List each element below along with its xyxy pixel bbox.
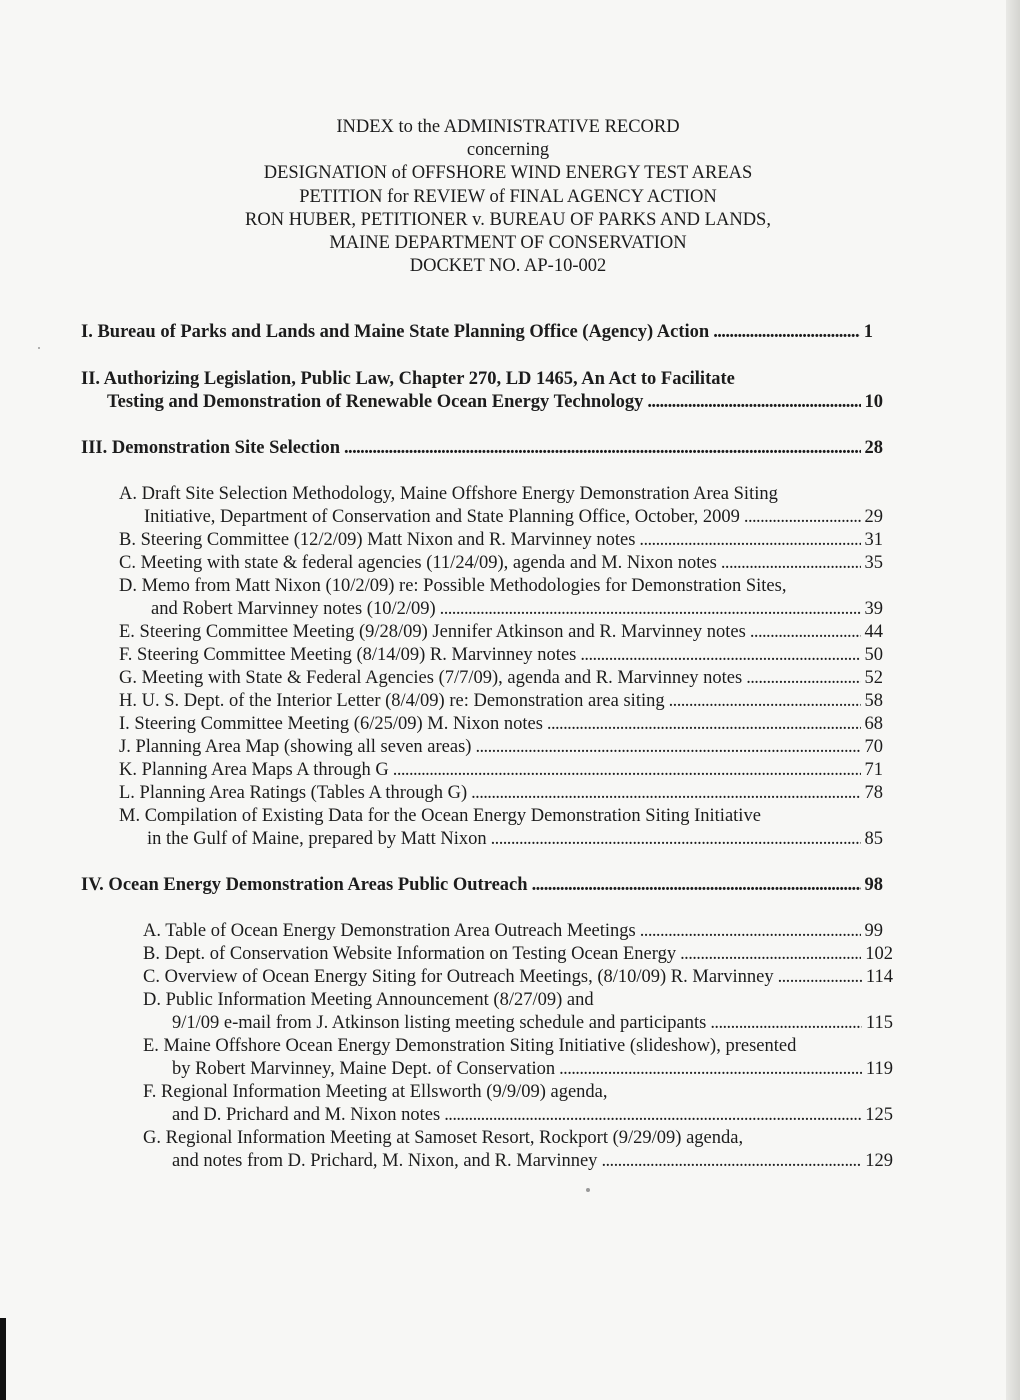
section-heading-2-line1: II. Authorizing Legislation, Public Law, Chapter 270, LD 1465, An Act to Facilitate: [81, 369, 735, 389]
section-title: I. Bureau of Parks and Lands and Maine State Planning Office (Agency) Action: [81, 322, 710, 342]
page-number: 70: [864, 737, 883, 757]
header-line: INDEX to the ADMINISTRATIVE RECORD: [336, 117, 680, 137]
entry-text: and notes from D. Prichard, M. Nixon, and R. Marvinney: [172, 1151, 598, 1171]
page-number: 85: [864, 829, 883, 849]
index-entry: [119, 553, 883, 574]
entry-text: and Robert Marvinney notes (10/2/09): [151, 599, 436, 619]
dot-leader: [559, 1059, 862, 1080]
index-entry: [119, 714, 883, 735]
dot-leader: [580, 645, 860, 666]
page-number: 35: [864, 553, 883, 573]
index-entry: [172, 1151, 893, 1172]
entry-text: F. Steering Committee Meeting (8/14/09) R. Marvinney notes: [119, 645, 577, 665]
index-entry: [119, 737, 883, 758]
dot-leader: [471, 783, 860, 804]
index-entry: [119, 645, 883, 666]
page-number: 10: [864, 392, 883, 412]
index-entry-line1: M. Compilation of Existing Data for the Ocean Energy Demonstration Siting Initiative: [119, 806, 761, 826]
entry-text: A. Table of Ocean Energy Demonstration Area Outreach Meetings: [143, 921, 636, 941]
header-line: DOCKET NO. AP-10-002: [409, 256, 607, 277]
dot-leader: [547, 714, 861, 735]
entry-text: 9/1/09 e-mail from J. Atkinson listing meeting schedule and participants: [172, 1013, 707, 1033]
page-number: 28: [864, 438, 883, 458]
scan-speck: [38, 347, 40, 349]
entry-text: and D. Prichard and M. Nixon notes: [172, 1105, 441, 1125]
page-number: 78: [864, 783, 883, 803]
header-line: concerning: [466, 140, 550, 161]
section-heading-2: [107, 392, 883, 413]
header-line: PETITION for REVIEW of FINAL AGENCY ACTION: [299, 186, 717, 207]
entry-text: in the Gulf of Maine, prepared by Matt Nixon: [147, 829, 487, 849]
page-number: 44: [864, 622, 883, 642]
entry-text: by Robert Marvinney, Maine Dept. of Conservation: [172, 1059, 556, 1079]
index-entry-line1: G. Regional Information Meeting at Samoset Resort, Rockport (9/29/09) agenda,: [143, 1128, 744, 1148]
dot-leader: [746, 668, 860, 689]
page-number: 115: [865, 1013, 893, 1033]
index-entry: [119, 668, 883, 689]
index-entry: [151, 599, 883, 620]
dot-leader: [601, 1151, 861, 1172]
section-title: IV. Ocean Energy Demonstration Areas Public Outreach: [81, 875, 528, 895]
section-heading-4: [81, 875, 883, 896]
page-number: 129: [865, 1151, 893, 1171]
page-number: 119: [865, 1059, 893, 1079]
entry-text: Initiative, Department of Conservation and State Planning Office, October, 2009: [144, 507, 740, 527]
dot-leader: [491, 829, 861, 850]
index-entry-line1: A. Draft Site Selection Methodology, Maine Offshore Energy Demonstration Area Siting: [119, 484, 778, 504]
dot-leader: [750, 622, 861, 643]
page-number: 29: [864, 507, 883, 527]
index-entry-line1: E. Maine Offshore Ocean Energy Demonstration Siting Initiative (slideshow), presented: [143, 1036, 797, 1056]
entry-text: I. Steering Committee Meeting (6/25/09) M. Nixon notes: [119, 714, 543, 734]
page-number: 71: [864, 760, 883, 780]
index-entry: [172, 1013, 893, 1034]
dot-leader: [393, 760, 861, 781]
dot-leader: [680, 944, 861, 965]
header-line: RON HUBER, PETITIONER v. BUREAU OF PARKS AND LANDS,: [245, 209, 771, 230]
index-entry: [143, 944, 893, 965]
page-number: 125: [865, 1105, 893, 1125]
index-entry: [172, 1059, 893, 1080]
entry-text: B. Steering Committee (12/2/09) Matt Nixon and R. Marvinney notes: [119, 530, 636, 550]
index-entry: [144, 507, 883, 528]
entry-text: H. U. S. Dept. of the Interior Letter (8/4/09) re: Demonstration area siting: [119, 691, 665, 711]
dot-leader: [444, 1105, 861, 1126]
page-number: 50: [864, 645, 883, 665]
section-title-continued: Testing and Demonstration of Renewable Ocean Energy Technology: [107, 392, 644, 412]
index-entry-line1: D. Memo from Matt Nixon (10/2/09) re: Possible Methodologies for Demonstration Sites,: [119, 576, 787, 596]
entry-text: C. Meeting with state & federal agencies (11/24/09), agenda and M. Nixon notes: [119, 553, 717, 573]
index-entry: [143, 921, 883, 942]
entry-text: J. Planning Area Map (showing all seven areas): [119, 737, 472, 757]
page-number: 114: [865, 967, 893, 987]
dot-leader: [647, 392, 860, 413]
header-line: MAINE DEPARTMENT OF CONSERVATION: [329, 233, 687, 254]
index-entry-line1: D. Public Information Meeting Announcement (8/27/09) and: [143, 990, 594, 1010]
dot-leader: [721, 553, 861, 574]
dot-leader: [344, 438, 861, 459]
page-number: 99: [864, 921, 883, 941]
entry-text: E. Steering Committee Meeting (9/28/09) Jennifer Atkinson and R. Marvinney notes: [119, 622, 746, 642]
dot-leader: [532, 875, 861, 896]
index-entry: [119, 783, 883, 804]
index-entry: [143, 967, 893, 988]
index-entry: [119, 530, 883, 551]
dot-leader: [710, 1013, 862, 1034]
page-number: 98: [864, 875, 883, 895]
dot-leader: [778, 967, 862, 988]
page-number: 39: [864, 599, 883, 619]
dot-leader: [713, 322, 860, 343]
page-number: 68: [864, 714, 883, 734]
entry-text: K. Planning Area Maps A through G: [119, 760, 389, 780]
page-number: 58: [864, 691, 883, 711]
entry-text: B. Dept. of Conservation Website Information on Testing Ocean Energy: [143, 944, 677, 964]
header-line: DESIGNATION of OFFSHORE WIND ENERGY TEST AREAS: [263, 163, 753, 184]
page-number: 102: [865, 944, 893, 964]
page-number: 1: [863, 322, 873, 342]
scan-speck: [586, 1188, 590, 1192]
index-entry-line1: F. Regional Information Meeting at Ellsworth (9/9/09) agenda,: [143, 1082, 608, 1102]
index-entry: [119, 691, 883, 712]
entry-text: C. Overview of Ocean Energy Siting for Outreach Meetings, (8/10/09) R. Marvinney: [143, 967, 774, 987]
index-entry: [147, 829, 883, 850]
section-heading-3: [81, 438, 883, 459]
document-header: [0, 116, 1016, 278]
dot-leader: [475, 737, 860, 758]
index-entry: [119, 760, 883, 781]
section-heading-1: [81, 322, 873, 343]
dot-leader: [669, 691, 861, 712]
dot-leader: [744, 507, 861, 528]
scan-edge-mark: [0, 1318, 6, 1400]
section-title: III. Demonstration Site Selection: [81, 438, 340, 458]
entry-text: G. Meeting with State & Federal Agencies (7/7/09), agenda and R. Marvinney notes: [119, 668, 743, 688]
dot-leader: [440, 599, 861, 620]
index-entry: [119, 622, 883, 643]
dot-leader: [639, 530, 860, 551]
page-number: 52: [864, 668, 883, 688]
entry-text: L. Planning Area Ratings (Tables A through G): [119, 783, 468, 803]
dot-leader: [640, 921, 861, 942]
page-number: 31: [864, 530, 883, 550]
index-entry: [172, 1105, 893, 1126]
